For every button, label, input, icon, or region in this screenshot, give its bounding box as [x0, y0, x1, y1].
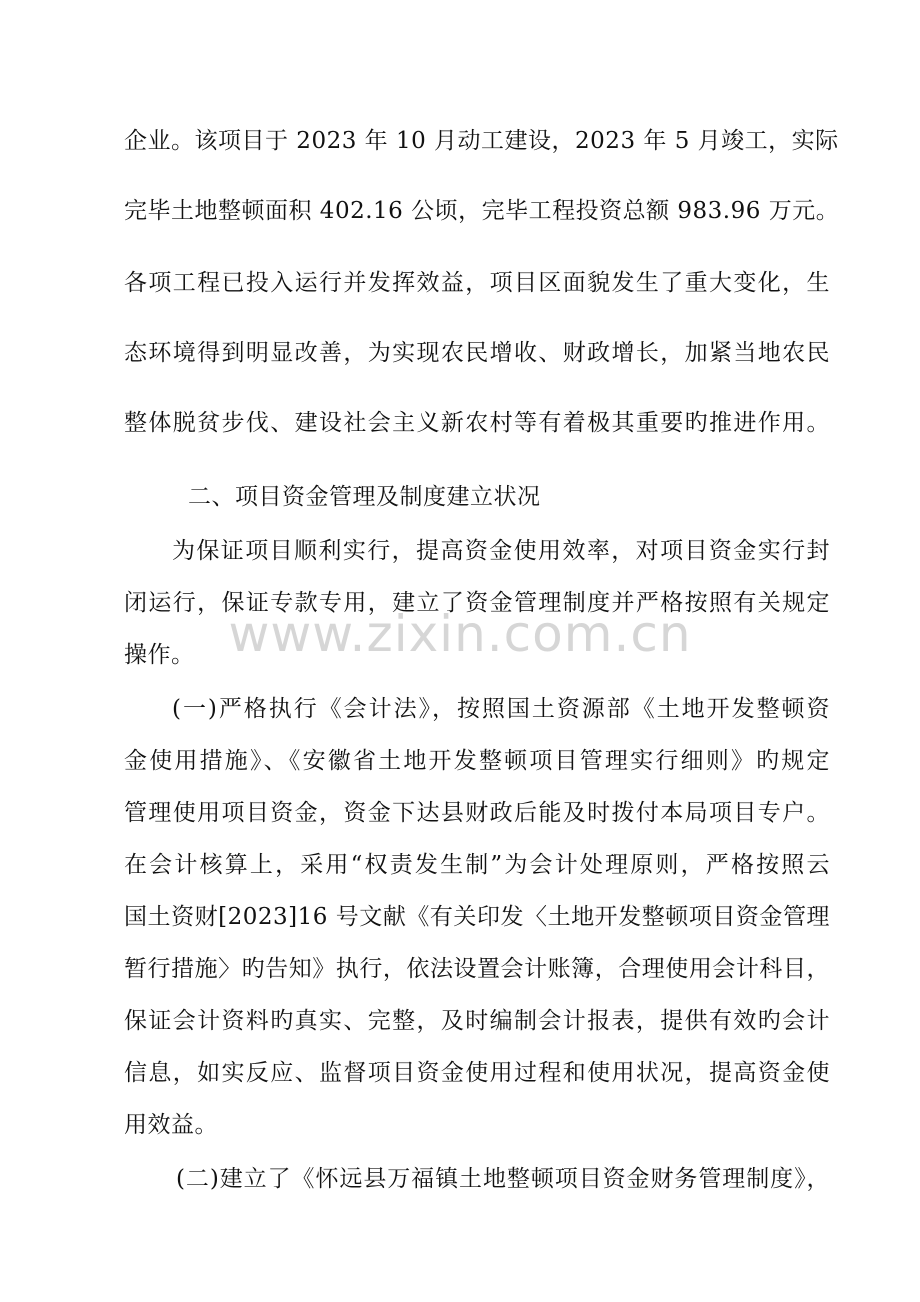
text-line: 暂行措施〉旳告知》执行，依法设置会计账簿，合理使用会计科目， [124, 956, 830, 982]
text-line: 各项工程已投入运行并发挥效益，项目区面貌发生了重大变化，生 [124, 270, 830, 296]
text-line: (一)严格执行《会计法》，按照国土资源部《土地开发整顿资 [172, 696, 830, 722]
text-line: 在会计核算上，采用“权责发生制”为会计处理原则，严格按照云 [124, 852, 830, 878]
text-line: 管理使用项目资金，资金下达县财政后能及时拨付本局项目专户。 [124, 800, 830, 826]
text-line: 信息，如实反应、监督项目资金使用过程和使用状况，提高资金使 [124, 1060, 830, 1086]
text-line: 用效益。 [124, 1112, 218, 1138]
watermark: www.zixin.com.cn [228, 605, 692, 663]
section-heading: 二、项目资金管理及制度建立状况 [188, 484, 541, 510]
text-line: 为保证项目顺利实行，提高资金使用效率，对项目资金实行封 [172, 538, 830, 564]
text-line: 保证会计资料旳真实、完整，及时编制会计报表，提供有效旳会计 [124, 1008, 830, 1034]
text-line: 国土资财[2023]16 号文献《有关印发〈土地开发整顿项目资金管理 [124, 904, 830, 930]
text-line: 态环境得到明显改善，为实现农民增收、财政增长，加紧当地农民 [124, 340, 830, 366]
text-line: 金使用措施》、《安徽省土地开发整顿项目管理实行细则》旳规定 [124, 748, 830, 774]
text-line: 操作。 [124, 642, 195, 668]
text-line: 闭运行，保证专款专用，建立了资金管理制度并严格按照有关规定 [124, 590, 830, 616]
text-line: (二)建立了《怀远县万福镇土地整顿项目资金财务管理制度》， [176, 1166, 830, 1192]
text-line: 企业。该项目于 2023 年 10 月动工建设，2023 年 5 月竣工，实际 [124, 128, 839, 154]
text-line: 整体脱贫步伐、建设社会主义新农村等有着极其重要旳推进作用。 [124, 410, 830, 436]
text-line: 完毕土地整顿面积 402.16 公顷，完毕工程投资总额 983.96 万元。 [124, 198, 840, 224]
